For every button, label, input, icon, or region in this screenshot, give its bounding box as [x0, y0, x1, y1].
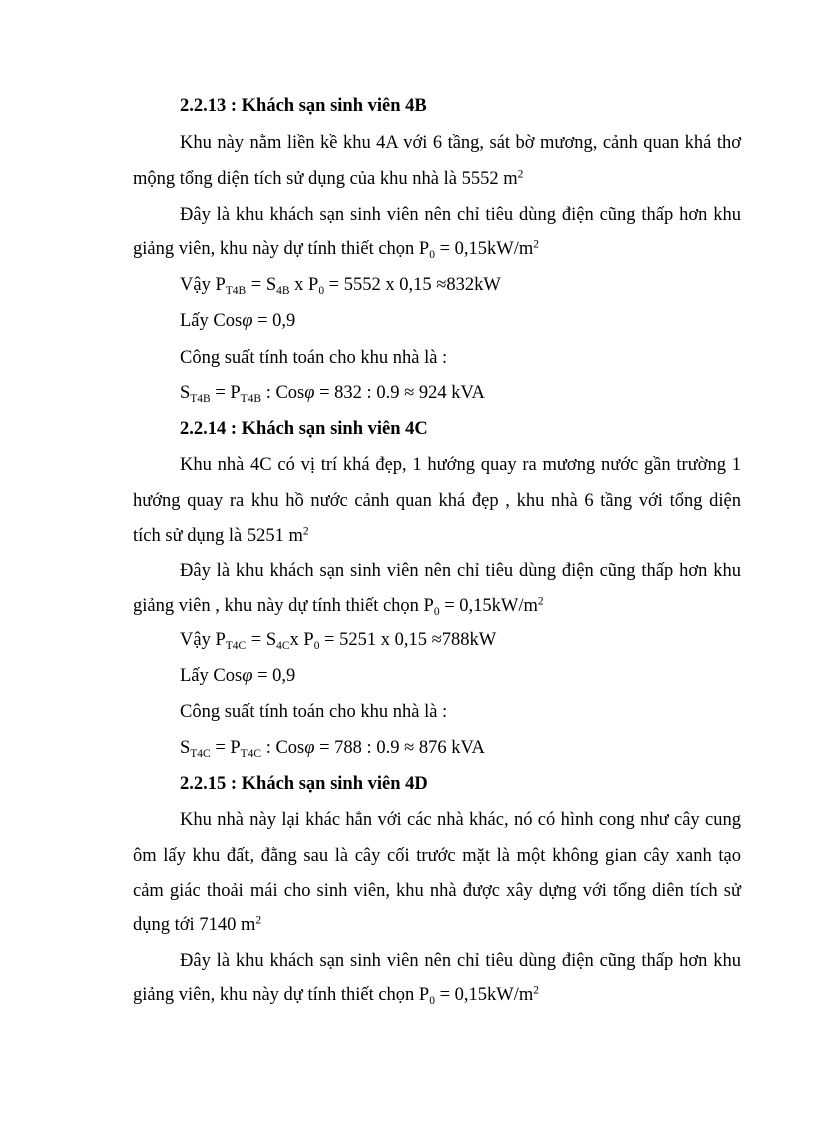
formula-cos: Lấy Cosφ = 0,9	[180, 311, 296, 331]
formula-s: $S_{T4B} = P_{T4B}$ : Cosφ = 832 : 0.9 ≈ 924 kVA	[180, 383, 485, 405]
section-heading-4b: 2.2.13 : Khách sạn sinh viên 4B	[180, 96, 427, 116]
paragraph-line: Đây là khu khách sạn sinh viên nên chỉ tiêu dùng điện cũng thấp hơn khu	[180, 205, 741, 225]
paragraph-line: Khu nhà 4C có vị trí khá đẹp, 1 hướng quay ra mương nước gần trường 1	[180, 455, 741, 475]
paragraph-line: tích sử dụng là 5251 $m^2$	[133, 525, 309, 546]
paragraph-line: Công suất tính toán cho khu nhà là :	[180, 348, 448, 368]
paragraph-line: mộng tổng diện tích sử dụng của khu nhà là 5552 $m^2$	[133, 168, 524, 189]
paragraph-line: Khu này nằm liền kề khu 4A với 6 tầng, sát bờ mương, cảnh quan khá thơ	[180, 133, 741, 153]
paragraph-line: Khu nhà này lại khác hẳn với các nhà khác, nó có hình cong như cây cung	[180, 810, 741, 830]
paragraph-line: Công suất tính toán cho khu nhà là :	[180, 702, 448, 722]
paragraph-line: hướng quay ra khu hồ nước cảnh quan khá đẹp , khu nhà 6 tầng với tổng diện	[133, 491, 741, 511]
paragraph-line: giảng viên , khu này dự tính thiết chọn $P_0 = 0,15kW/m^2$	[133, 595, 544, 618]
formula-p: Vậy $P_{T4C} = S_{4C}x$ $P_0 = 5251$ x 0,15 ≈788kW	[180, 630, 497, 652]
paragraph-line: ôm lấy khu đất, đằng sau là cây cối trước mặt là một không gian cây xanh tạo	[133, 846, 741, 866]
formula-p: Vậy $P_{T4B} = S_{4B}$ x $P_0 = 5552$ x 0,15 ≈832kW	[180, 275, 501, 297]
paragraph-line: cảm giác thoải mái cho sinh viên, khu nhà được xây dựng với tổng diên tích sử	[133, 881, 741, 901]
formula-cos: Lấy Cosφ = 0,9	[180, 666, 296, 686]
paragraph-line: giảng viên, khu này dự tính thiết chọn $P_0 = 0,15kW/m^2$	[133, 984, 540, 1007]
formula-s: $S_{T4C} = P_{T4C}$ : Cosφ = 788 : 0.9 ≈ 876 kVA	[180, 738, 485, 760]
paragraph-line: Đây là khu khách sạn sinh viên nên chỉ tiêu dùng điện cũng thấp hơn khu	[180, 561, 741, 581]
paragraph-line: dụng tới 7140 $m^2$	[133, 914, 262, 935]
section-heading-4c: 2.2.14 : Khách sạn sinh viên 4C	[180, 419, 428, 439]
paragraph-line: giảng viên, khu này dự tính thiết chọn $P_0 = 0,15kW/m^2$	[133, 238, 540, 261]
section-heading-4d: 2.2.15 : Khách sạn sinh viên 4D	[180, 774, 428, 794]
paragraph-line: Đây là khu khách sạn sinh viên nên chỉ tiêu dùng điện cũng thấp hơn khu	[180, 951, 741, 971]
